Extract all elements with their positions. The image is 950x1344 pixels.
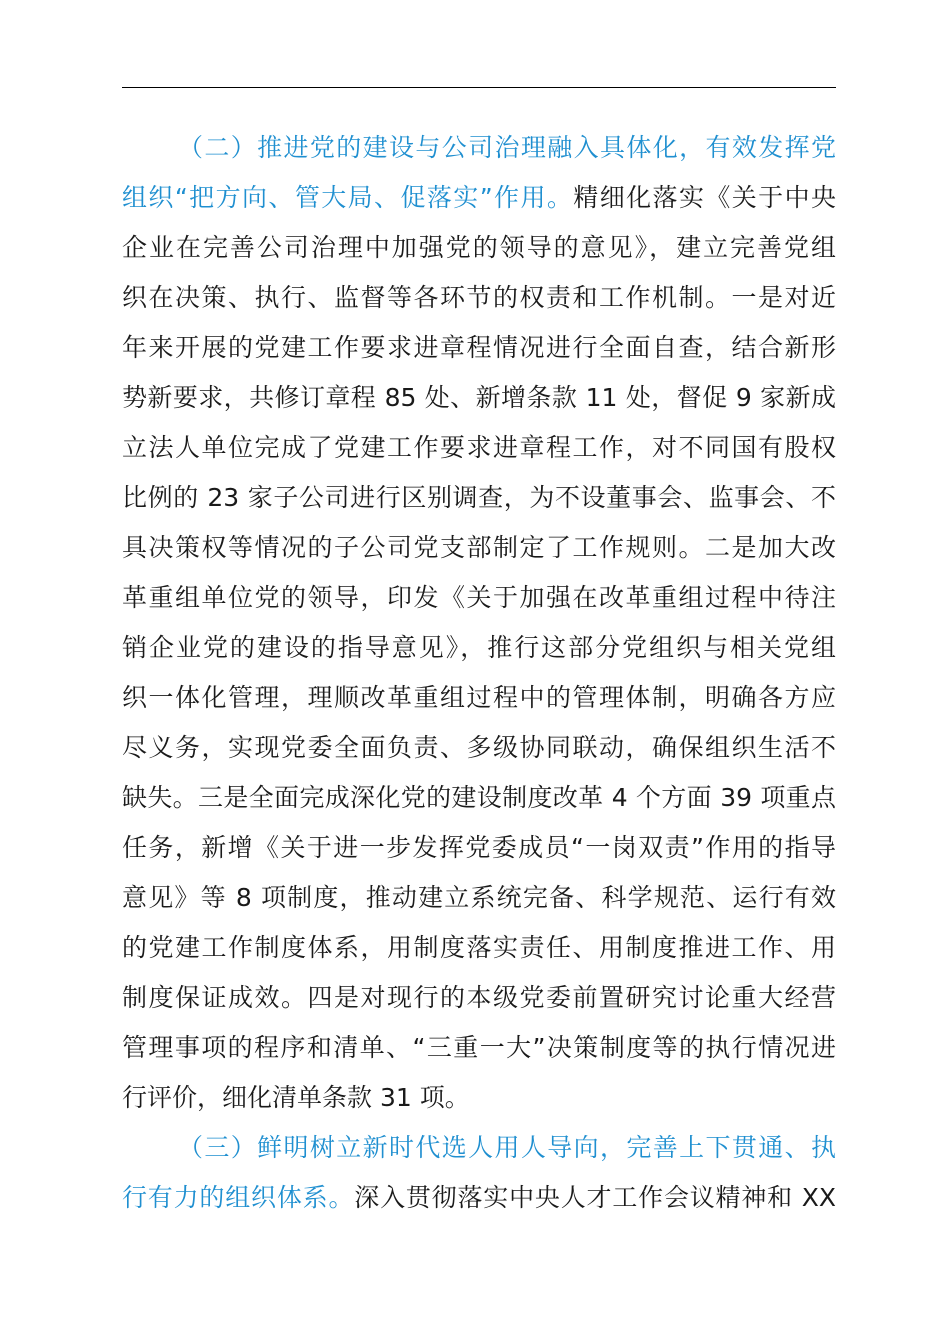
section3-text-start: 深入贯彻落实中央人才工作会议精神和 XX <box>354 1183 836 1212</box>
section2-line: 具决策权等情况的子公司党支部制定了工作规则。二是加大改 <box>122 533 836 562</box>
section3-heading-part1: （三）鲜明树立新时代选人用人导向，完善上下贯通、执 <box>178 1133 836 1162</box>
section2-line: 势新要求，共修订章程 85 处、新增条款 11 处，督促 9 家新成 <box>122 383 836 412</box>
section2-heading-part1: （二）推进党的建设与公司治理融入具体化，有效发挥党 <box>178 133 836 162</box>
section2-line: 织一体化管理，理顺改革重组过程中的管理体制，明确各方应 <box>122 683 836 712</box>
document-body <box>122 123 836 1223</box>
section2-line: 企业在完善公司治理中加强党的领导的意见》，建立完善党组 <box>122 233 836 262</box>
section3-heading-part2: 行有力的组织体系。 <box>122 1183 355 1212</box>
section2-line: 比例的 23 家子公司进行区别调查，为不设董事会、监事会、不 <box>122 483 836 512</box>
section3-heading-line2 <box>122 1173 836 1223</box>
section2-line: 任务，新增《关于进一步发挥党委成员“一岗双责”作用的指导 <box>122 833 836 862</box>
section2-line: 立法人单位完成了党建工作要求进章程工作，对不同国有股权 <box>122 433 836 462</box>
section2-heading-line2 <box>122 173 836 223</box>
section2-line: 缺失。三是全面完成深化党的建设制度改革 4 个方面 39 项重点 <box>122 783 836 812</box>
section2-line: 织在决策、执行、监督等各环节的权责和工作机制。一是对近 <box>122 283 836 312</box>
section2-line: 制度保证成效。四是对现行的本级党委前置研究讨论重大经营 <box>122 983 836 1012</box>
section2-text-start: 精细化落实《关于中央 <box>573 183 836 212</box>
header-divider <box>122 87 836 88</box>
section2-line: 尽义务，实现党委全面负责、多级协同联动，确保组织生活不 <box>122 733 836 762</box>
section2-heading-part2: 组织“把方向、管大局、促落实”作用。 <box>122 183 574 212</box>
section2-line: 销企业党的建设的指导意见》，推行这部分党组织与相关党组 <box>122 633 836 662</box>
section2-heading-line1 <box>122 123 836 173</box>
section2-line: 管理事项的程序和清单、“三重一大”决策制度等的执行情况进 <box>122 1033 836 1062</box>
section2-line: 年来开展的党建工作要求进章程情况进行全面自查，结合新形 <box>122 333 836 362</box>
section2-line: 意见》等 8 项制度，推动建立系统完备、科学规范、运行有效 <box>122 883 836 912</box>
section2-line: 革重组单位党的领导，印发《关于加强在改革重组过程中待注 <box>122 583 836 612</box>
section2-line-last: 行评价，细化清单条款 31 项。 <box>122 1083 470 1112</box>
section3-heading-line1 <box>122 1123 836 1173</box>
section2-line: 的党建工作制度体系，用制度落实责任、用制度推进工作、用 <box>122 933 836 962</box>
